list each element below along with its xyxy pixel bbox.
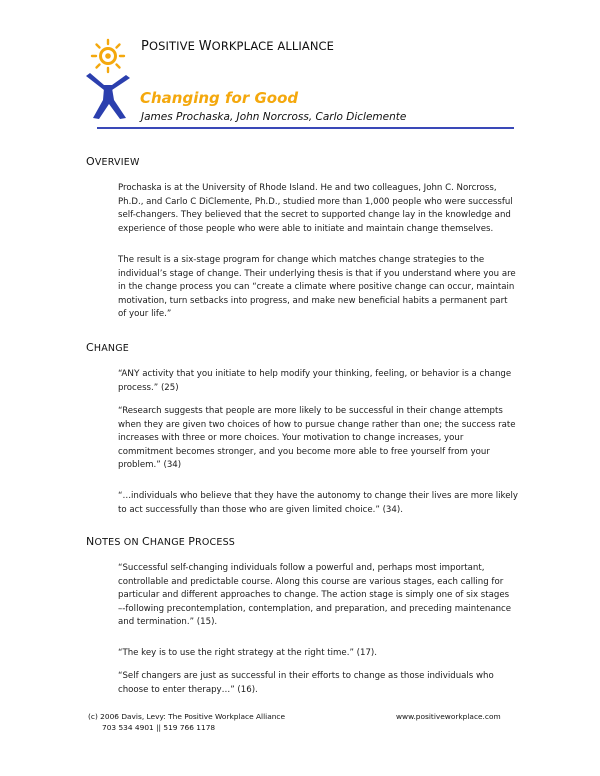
- change-paragraph-3: “…individuals who believe that they have the autonomy to change their lives are more likely to act successfully than those who are given limited choice.” (34).: [118, 491, 518, 515]
- change-paragraph-2: “Research suggests that people are more likely to be successful in their change attempts when they are given two choices of how to pursue change rather than one; the success rate increases with three or more choices. Your motivation to change increases, your commitment becomes stronger, and you become more able to free yourself from your problem.” (34): [118, 406, 516, 470]
- footer-copyright-block: [88, 712, 285, 733]
- positive-workplace-logo: [82, 38, 138, 120]
- footer-phones: 703 534 4901 || 519 766 1178: [102, 722, 216, 732]
- footer-website-link[interactable]: www.positiveworkplace.com: [396, 712, 501, 721]
- book-title: Changing for Good: [140, 89, 299, 107]
- notes-heading: NOTES ON CHANGE PROCESS: [86, 535, 236, 548]
- book-authors: James Prochaska, John Norcross, Carlo Diclemente: [141, 111, 407, 123]
- notes-paragraph-3: “Self changers are just as successful in their efforts to change as those individuals who choose to enter therapy…” (16).: [118, 671, 494, 695]
- header-divider: [97, 127, 514, 129]
- overview-heading: OVERVIEW: [86, 155, 140, 168]
- footer-copyright: (c) 2006 Davis, Levy: The Positive Workplace Alliance: [88, 712, 286, 721]
- change-heading: CHANGE: [86, 341, 130, 354]
- sun-icon: [92, 40, 124, 72]
- notes-paragraph-2: “The key is to use the right strategy at the right time.” (17).: [118, 648, 378, 658]
- person-figure-icon: [86, 73, 130, 119]
- overview-paragraph-1: Prochaska is at the University of Rhode Island. He and two colleagues, John C. Norcross, Ph.D., and Carlo C DiClemente, Ph.D., studied more than 1,000 people who were successful self-changers. They believed that the secret to supported change lay in the knowledge and experience of those people who were able to initiate and maintain change themselves.: [118, 183, 513, 234]
- change-paragraph-1: “ANY activity that you initiate to help modify your thinking, feeling, or behavior is a change process.” (25): [118, 369, 512, 393]
- organization-name: POSITIVE WORKPLACE ALLIANCE: [141, 39, 335, 54]
- notes-paragraph-1: “Successful self-changing individuals follow a powerful and, perhaps most important, controllable and predictable course. Along this course are various stages, each calling for particular and different approaches to change. The action stage is simply one of six stages –-following precontemplation, contemplation, and preparation, and preceding maintenance and termination.” (15).: [118, 563, 512, 627]
- overview-paragraph-2: The result is a six-stage program for change which matches change strategies to the individual’s stage of change. Their underlying thesis is that if you understand where you are in the change process you can “create a climate where positive change can occur, maintain motivation, turn setbacks into progress, and make new beneficial habits a permanent part of your life.”: [118, 255, 516, 319]
